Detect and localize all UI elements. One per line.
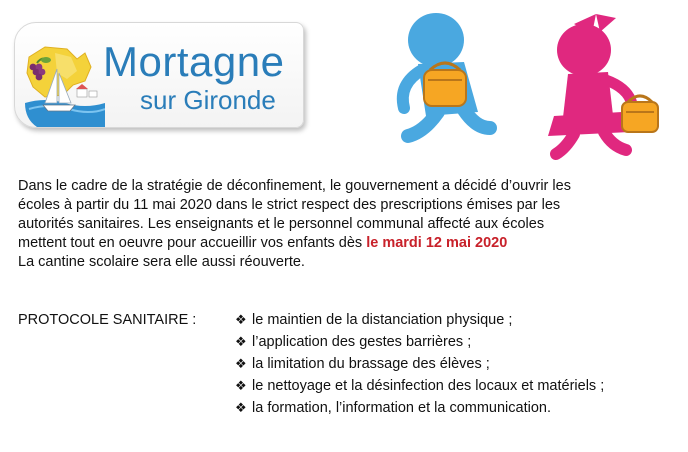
- reopening-date: le mardi 12 mai 2020: [366, 235, 508, 251]
- logo-subtitle: sur Gironde: [140, 85, 276, 115]
- announcement-line-start: mettent tout en oeuvre pour accueillir vos enfants dès: [18, 235, 367, 251]
- announcement-line: Dans le cadre de la stratégie de déconfinement, le gouvernement a décidé d’ouvrir les: [18, 178, 571, 194]
- announcement-line: La cantine scolaire sera elle aussi réouverte.: [18, 254, 305, 270]
- girl-with-bag-icon: [548, 14, 658, 154]
- diamond-bullet-icon: ❖: [235, 334, 247, 349]
- schoolchildren-illustration: [378, 4, 678, 162]
- protocol-list: [235, 309, 604, 419]
- list-item: [235, 309, 604, 331]
- boy-with-backpack-icon: [403, 13, 490, 136]
- diamond-bullet-icon: ❖: [235, 356, 247, 371]
- protocol-label: PROTOCOLE SANITAIRE :: [18, 312, 197, 328]
- announcement-line: [18, 234, 668, 253]
- list-item: [235, 353, 604, 375]
- vineyard-map-logo-icon: [15, 23, 105, 127]
- announcement-line: écoles à partir du 11 mai 2020 dans le strict respect des prescriptions émises par les: [18, 197, 561, 213]
- logo-title: Mortagne: [103, 38, 285, 85]
- announcement-line: autorités sanitaires. Les enseignants et le personnel communal affecté aux écoles: [18, 216, 545, 232]
- list-item-text: la limitation du brassage des élèves ;: [252, 356, 490, 372]
- list-item-text: l’application des gestes barrières ;: [252, 334, 472, 350]
- mortagne-logo: [14, 22, 304, 128]
- list-item: [235, 331, 604, 353]
- diamond-bullet-icon: ❖: [235, 400, 247, 415]
- announcement-text: [18, 177, 668, 272]
- diamond-bullet-icon: ❖: [235, 312, 247, 327]
- diamond-bullet-icon: ❖: [235, 378, 247, 393]
- list-item-text: la formation, l’information et la communication.: [252, 400, 551, 416]
- list-item-text: le nettoyage et la désinfection des locaux et matériels ;: [252, 378, 605, 394]
- list-item: [235, 397, 604, 419]
- list-item: [235, 375, 604, 397]
- list-item-text: le maintien de la distanciation physique ;: [252, 312, 513, 328]
